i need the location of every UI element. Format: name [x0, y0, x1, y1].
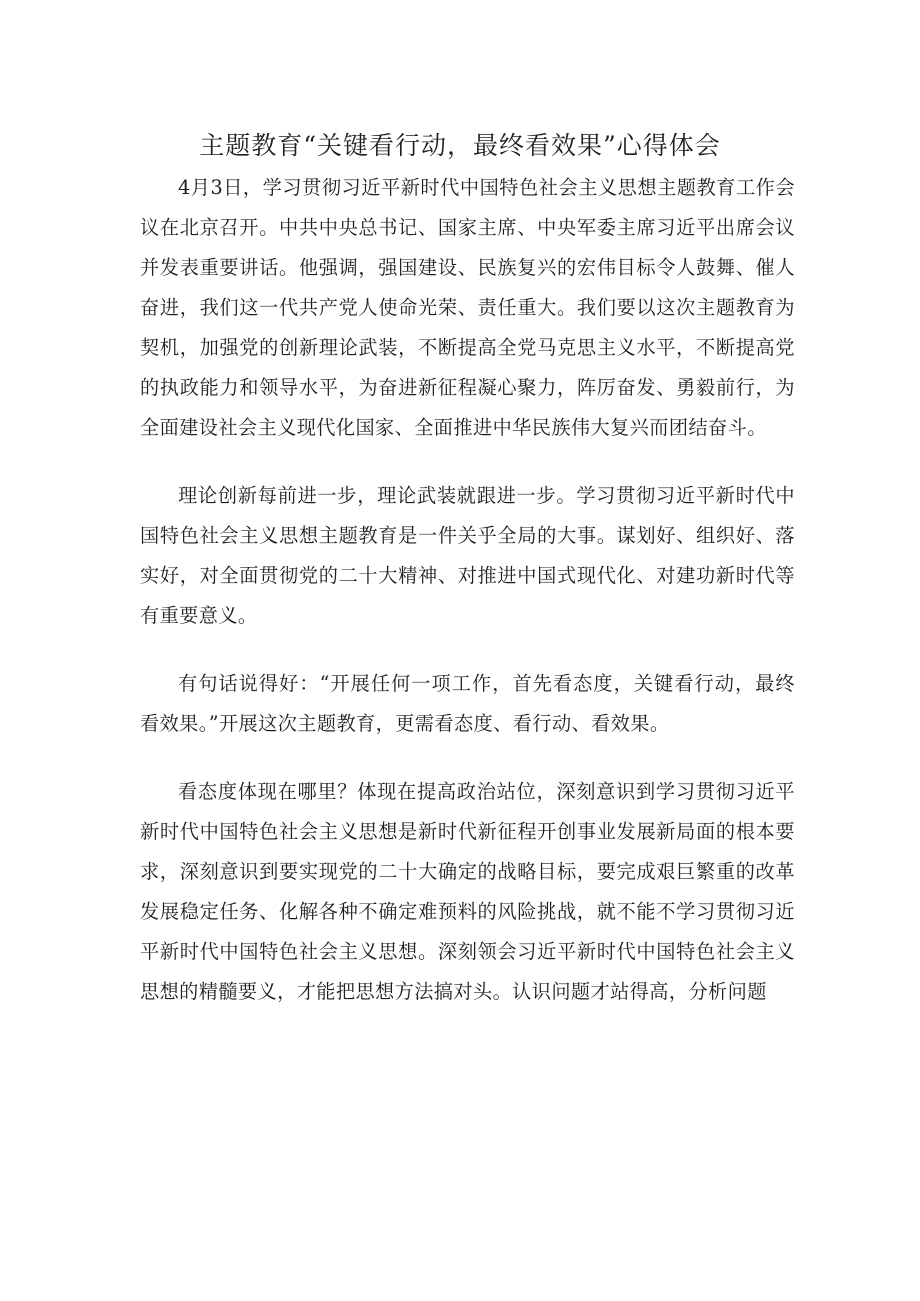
paragraph: 4月3日，学习贯彻习近平新时代中国特色社会主义思想主题教育工作会议在北京召开。中共中央总书记、国家主席、中央军委主席习近平出席会议并发表重要讲话。他强调，强国建设、民族复兴的宏伟目标令人鼓舞、催人奋进，我们这一代共产党人使命光荣、责任重大。我们要以这次主题教育为契机，加强党的创新理论武装，不断提高全党马克思主义水平，不断提高党的执政能力和领导水平，为奋进新征程凝心聚力，阵厉奋发、勇毅前行，为全面建设社会主义现代化国家、全面推进中华民族伟大复兴而团结奋斗。	[140, 176, 795, 439]
document-title: 主题教育“关键看行动，最终看效果”心得体会	[199, 131, 721, 160]
paragraph: 有句话说得好：“开展任何一项工作，首先看态度，关键看行动，最终看效果。”开展这次主题教育，更需看态度、看行动、看效果。	[140, 672, 795, 735]
paragraph: 理论创新每前进一步，理论武装就跟进一步。学习贯彻习近平新时代中国特色社会主义思想主题教育是一件关乎全局的大事。谋划好、组织好、落实好，对全面贯彻党的二十大精神、对推进中国式现代化、对建功新时代等有重要意义。	[140, 484, 795, 627]
paragraph: 看态度体现在哪里？体现在提高政治站位，深刻意识到学习贯彻习近平新时代中国特色社会主义思想是新时代新征程开创事业发展新局面的根本要求，深刻意识到要实现党的二十大确定的战略目标，要完成艰巨繁重的改革发展稳定任务、化解各种不确定难预料的风险挑战，就不能不学习贯彻习近平新时代中国特色社会主义思想。深刻领会习近平新时代中国特色社会主义思想的精髓要义，才能把思想方法搞对头。认识问题才站得高，分析问题	[140, 780, 795, 1003]
document-body	[140, 168, 795, 1040]
